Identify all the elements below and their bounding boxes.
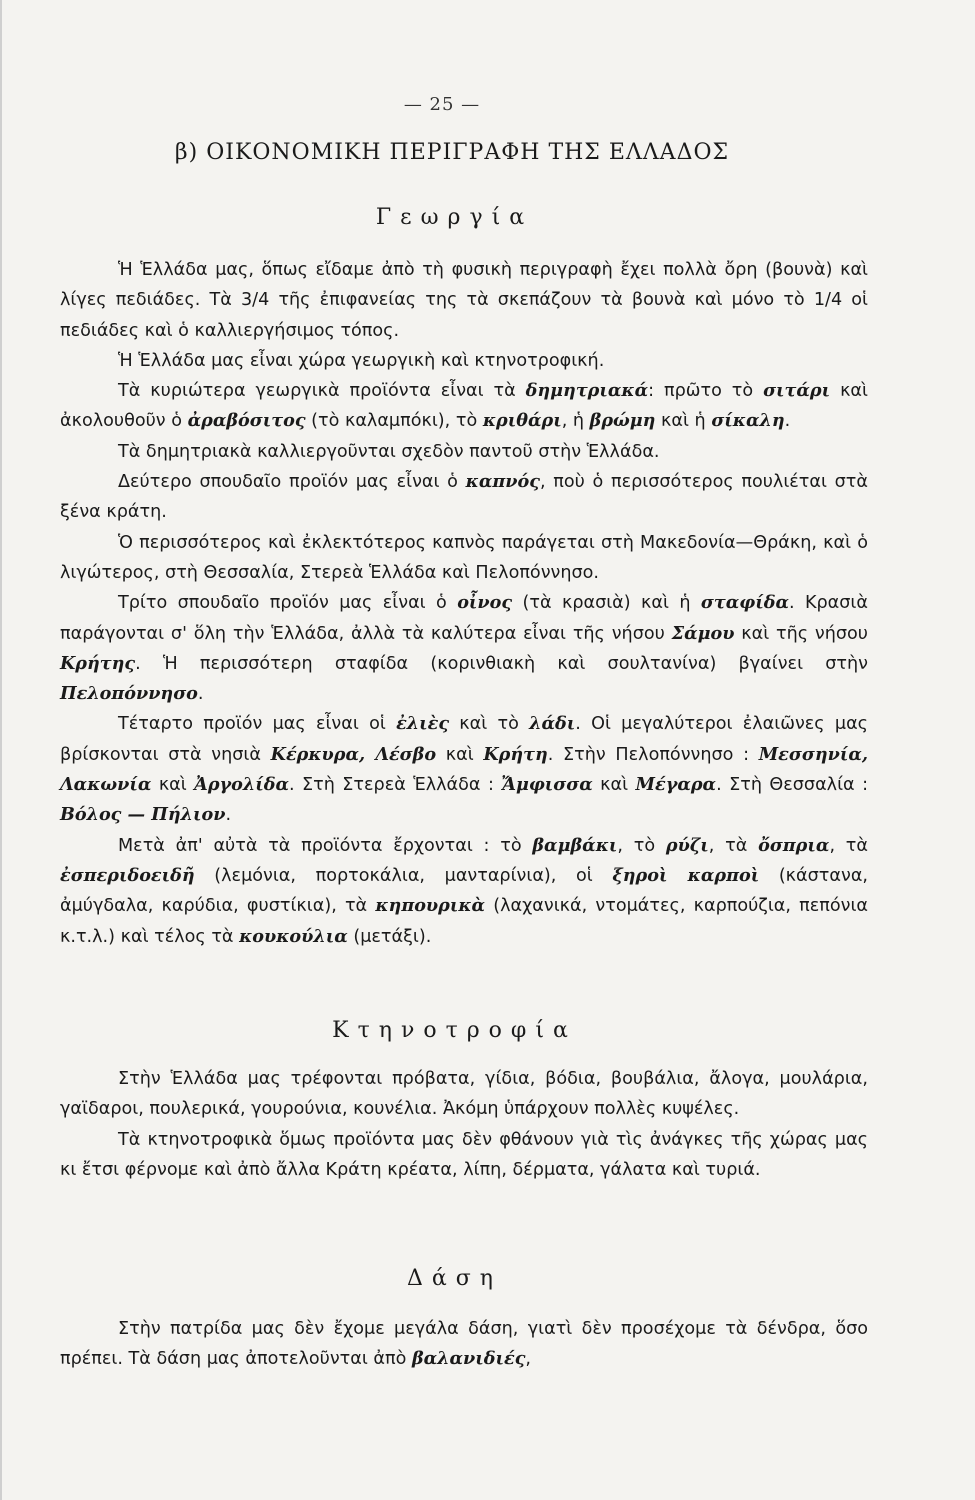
paragraph: Τὰ κυριώτερα γεωργικὰ προϊόντα εἶναι τὰ δημητριακά: πρῶτο τὸ σιτάρι καὶ ἀκολουθοῦν ὁ ἀραβόσιτος (τὸ καλαμπόκι), τὸ κριθάρι, ἡ βρώμη καὶ ἡ σίκαλη. <box>60 380 868 432</box>
paragraph: Τέταρτο προϊόν μας εἶναι οἱ ἐλιὲς καὶ τὸ λάδι. Οἱ μεγαλύτεροι ἐλαιῶνες μας βρίσκονται στὰ νησιὰ Κέρκυρα, Λέσβο καὶ Κρήτη. Στὴν Πελοπόννησο : Μεσσηνία, Λακωνία καὶ Ἀργολίδα. Στὴ Στερεὰ Ἑλλάδα : Ἄμφισσα καὶ Μέγαρα. Στὴ Θεσσαλία : Βόλος — Πήλιον. <box>60 713 869 826</box>
emphasis: Ἄμφισσα <box>501 774 593 796</box>
page-number: — 25 — <box>403 94 481 115</box>
emphasis: Μέγαρα <box>635 774 717 796</box>
paragraph: Ὁ περισσότερος καὶ ἐκλεκτότερος καπνὸς παράγεται στὴ Μακεδονία—Θράκη, καὶ ὁ λιγώτερος, στὴ Θεσσαλία, Στερεὰ Ἑλλάδα καὶ Πελοπόννησο. <box>60 532 868 583</box>
emphasis: ἐλιὲς <box>396 713 450 735</box>
emphasis: Μεσσηνία, Λακωνία <box>60 743 868 796</box>
heading-ktinotrofia: Κτηνοτροφία <box>332 1018 577 1043</box>
emphasis: βρώμη <box>589 410 656 432</box>
georgia-text <box>60 255 868 952</box>
emphasis: κουκούλια <box>239 925 348 947</box>
emphasis: λάδι <box>529 713 576 735</box>
emphasis: Κρήτη <box>483 743 548 765</box>
emphasis: σταφίδα <box>700 592 789 614</box>
paragraph: Ἡ Ἑλλάδα μας, ὅπως εἴδαμε ἀπὸ τὴ φυσικὴ περιγραφὴ ἔχει πολλὰ ὄρη (βουνὰ) καὶ λίγες πεδιάδες. Τὰ 3/4 τῆς ἐπιφανείας της τὰ σκεπάζουν τὰ βουνὰ καὶ μόνο τὸ 1/4 οἱ πεδιάδες καὶ ὁ καλλιεργήσιμος τόπος. <box>60 260 868 341</box>
emphasis: κριθάρι <box>482 410 562 432</box>
emphasis: ρύζι <box>665 834 709 856</box>
emphasis: ἀραβόσιτος <box>187 410 306 432</box>
emphasis: Ἀργολίδα <box>194 774 289 796</box>
emphasis: ξηροὶ καρποὶ <box>612 864 760 886</box>
emphasis: καπνός <box>465 471 540 493</box>
paragraph: Ἡ Ἑλλάδα μας εἶναι χώρα γεωργικὴ καὶ κτηνοτροφική. <box>118 350 605 371</box>
emphasis: ἐσπεριδοειδῆ <box>60 864 195 886</box>
paragraph: Τρίτο σπουδαῖο προϊόν μας εἶναι ὁ οἶνος (τὰ κρασιὰ) καὶ ἡ σταφίδα. Κρασιὰ παράγονται σ' ὅλη τὴν Ἑλλάδα, ἀλλὰ τὰ καλύτερα εἶναι τῆς νήσου Σάμου καὶ τῆς νήσου Κρήτης. Ἡ περισσότερη σταφίδα (κορινθιακὴ καὶ σουλτανίνα) βγαίνει στὴν Πελοπόννησο. <box>60 592 868 705</box>
emphasis: βαμβάκι <box>532 834 618 856</box>
paragraph: Στὴν Ἑλλάδα μας τρέφονται πρόβατα, γίδια, βόδια, βουβάλια, ἄλογα, μουλάρια, γαϊδαροι, πουλερικά, γουρούνια, κουνέλια. Ἀκόμη ὑπάρχουν πολλὲς κυψέλες. <box>60 1069 868 1120</box>
ktinotrofia-text <box>60 1064 868 1185</box>
emphasis: κηπουρικὰ <box>375 895 486 917</box>
emphasis: οἶνος <box>457 592 513 614</box>
emphasis: ὄσπρια <box>758 834 830 856</box>
emphasis: Βόλος — Πήλιον <box>60 804 226 826</box>
emphasis: Κρήτης <box>60 652 136 674</box>
dasi-text <box>60 1314 868 1375</box>
emphasis: βαλανιδιές <box>411 1348 526 1370</box>
paragraph: Μετὰ ἀπ' αὐτὰ τὰ προϊόντα ἔρχονται : τὸ βαμβάκι, τὸ ρύζι, τὰ ὄσπρια, τὰ ἐσπεριδοειδῆ (λεμόνια, πορτοκάλια, μανταρίνια), οἱ ξηροὶ καρποὶ (κάστανα, ἀμύγδαλα, καρύδια, φυστίκια), τὰ κηπουρικὰ (λαχανικά, ντομάτες, καρπούζια, πεπόνια κ.τ.λ.) καὶ τέλος τὰ κουκούλια (μετάξι). <box>60 834 869 947</box>
section-title: β) ΟΙΚΟΝΟΜΙΚΗ ΠΕΡΙΓΡΑΦΗ ΤΗΣ ΕΛΛΑΔΟΣ <box>174 140 730 165</box>
paragraph: Δεύτερο σπουδαῖο προϊόν μας εἶναι ὁ καπνός, ποὺ ὁ περισσότερος πουλιέται στὰ ξένα κράτη. <box>60 471 868 523</box>
emphasis: σίκαλη <box>711 410 785 432</box>
paragraph: Τὰ κτηνοτροφικὰ ὅμως προϊόντα μας δὲν φθάνουν γιὰ τὶς ἀνάγκες τῆς χώρας μας κι ἔτσι φέρνομε καὶ ἀπὸ ἄλλα Κράτη κρέατα, λίπη, δέρματα, γάλατα καὶ τυριά. <box>60 1129 868 1180</box>
paragraph: Τὰ δημητριακὰ καλλιεργοῦνται σχεδὸν παντοῦ στὴν Ἑλλάδα. <box>118 441 660 462</box>
emphasis: σιτάρι <box>763 380 831 402</box>
emphasis: Πελοπόννησο <box>60 683 198 705</box>
emphasis: δημητριακά <box>525 380 649 402</box>
emphasis: Σάμου <box>671 622 735 644</box>
emphasis: Κέρκυρα, Λέσβο <box>270 743 437 765</box>
paragraph: Στὴν πατρίδα μας δὲν ἔχομε μεγάλα δάση, γιατὶ δὲν προσέχομε τὰ δένδρα, ὅσο πρέπει. Τὰ δάση μας ἀποτελοῦνται ἀπὸ βαλανιδιές, <box>60 1319 868 1370</box>
heading-dasi: Δάση <box>407 1266 502 1291</box>
heading-georgia: Γεωργία <box>375 205 534 230</box>
